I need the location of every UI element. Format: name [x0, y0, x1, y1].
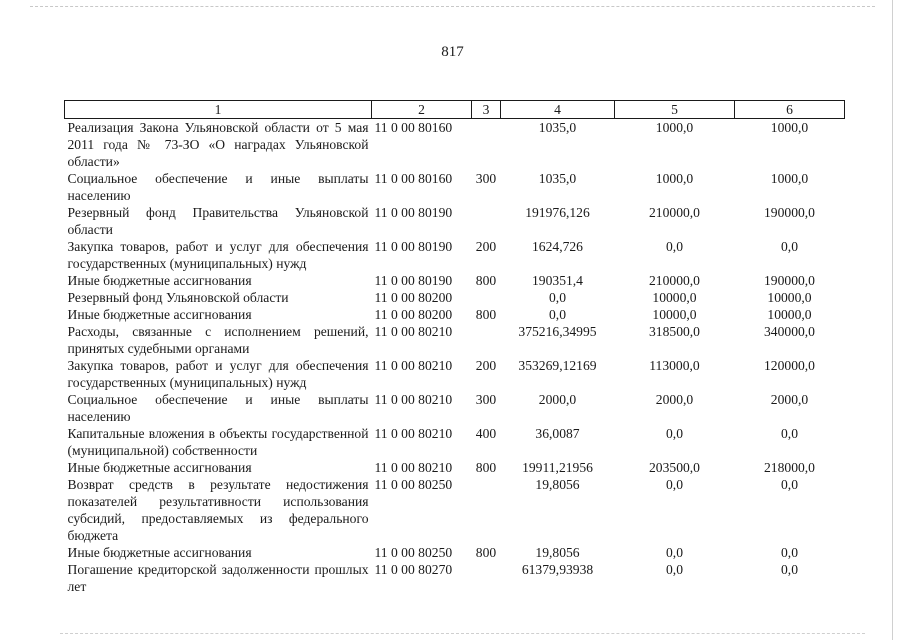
- row-value-col5: 1000,0: [655, 120, 694, 135]
- row-code: 11 0 00 80250: [374, 477, 453, 492]
- row-value-col4: 19911,21956: [522, 460, 593, 475]
- row-code: 11 0 00 80160: [374, 120, 453, 135]
- row-value-col4: 375216,34995: [518, 324, 597, 339]
- row-name: Закупка товаров, работ и услуг для обеспечения государственных (муниципальных) нужд: [67, 358, 369, 390]
- row-value-col5: 210000,0: [649, 273, 700, 288]
- row-code: 11 0 00 80200: [374, 307, 453, 322]
- row-value-col5: 1000,0: [655, 171, 694, 186]
- header-col-2: 2: [372, 101, 472, 119]
- scan-edge-right: [892, 0, 893, 640]
- row-name: Закупка товаров, работ и услуг для обеспечения государственных (муниципальных) нужд: [67, 239, 369, 271]
- header-row: [65, 101, 845, 119]
- row-name: Резервный фонд Правительства Ульяновской области: [67, 205, 369, 237]
- table-row: [65, 289, 845, 306]
- page-number: 817: [441, 44, 464, 60]
- table-row: [65, 561, 845, 595]
- row-value-col4: 0,0: [549, 307, 566, 322]
- row-value-col6: 10000,0: [767, 290, 812, 305]
- row-value-col4: 0,0: [549, 290, 566, 305]
- row-value-col5: 0,0: [666, 426, 683, 441]
- header-col-5: 5: [615, 101, 735, 119]
- row-expense-type: 300: [475, 171, 497, 186]
- row-value-col5: 210000,0: [649, 205, 700, 220]
- row-value-col6: 0,0: [781, 426, 798, 441]
- row-value-col5: 0,0: [666, 562, 683, 577]
- row-value-col4: 19,8056: [535, 477, 580, 492]
- row-code: 11 0 00 80270: [374, 562, 453, 577]
- row-value-col6: 0,0: [781, 477, 798, 492]
- row-code: 11 0 00 80190: [374, 205, 453, 220]
- row-code: 11 0 00 80210: [374, 392, 453, 407]
- header-col-4: 4: [501, 101, 615, 119]
- budget-table: [64, 100, 845, 595]
- row-value-col5: 10000,0: [652, 307, 697, 322]
- row-value-col5: 10000,0: [652, 290, 697, 305]
- row-value-col4: 19,8056: [535, 545, 580, 560]
- row-value-col5: 203500,0: [649, 460, 700, 475]
- row-value-col6: 190000,0: [764, 205, 815, 220]
- scan-edge-bottom: [60, 633, 865, 634]
- row-name: Иные бюджетные ассигнования: [67, 273, 252, 288]
- row-name: Погашение кредиторской задолженности прошлых лет: [67, 562, 369, 594]
- row-expense-type: 800: [475, 273, 497, 288]
- row-expense-type: 400: [475, 426, 497, 441]
- row-value-col4: 1035,0: [538, 120, 577, 135]
- row-name: Иные бюджетные ассигнования: [67, 460, 252, 475]
- table-row: [65, 204, 845, 238]
- table-row: [65, 119, 845, 171]
- row-value-col6: 120000,0: [764, 358, 815, 373]
- row-expense-type: 800: [475, 460, 497, 475]
- row-value-col6: 10000,0: [767, 307, 812, 322]
- row-code: 11 0 00 80210: [374, 324, 453, 339]
- row-value-col4: 191976,126: [525, 205, 590, 220]
- row-value-col6: 190000,0: [764, 273, 815, 288]
- row-code: 11 0 00 80200: [374, 290, 453, 305]
- table-row: [65, 306, 845, 323]
- row-code: 11 0 00 80190: [374, 239, 453, 254]
- row-value-col5: 2000,0: [655, 392, 694, 407]
- row-name: Возврат средств в результате недостижения показателей результативности использования субсидий, предоставляемых из федерального бюджета: [67, 477, 369, 543]
- table-row: [65, 170, 845, 204]
- row-value-col5: 0,0: [666, 477, 683, 492]
- row-name: Иные бюджетные ассигнования: [67, 307, 252, 322]
- row-expense-type: 200: [475, 239, 497, 254]
- row-value-col4: 1035,0: [538, 171, 577, 186]
- row-expense-type: [472, 476, 501, 544]
- row-name: Социальное обеспечение и иные выплаты населению: [67, 171, 369, 203]
- header-col-1: 1: [65, 101, 372, 119]
- row-value-col4: 61379,93938: [521, 562, 594, 577]
- header-col-6: 6: [735, 101, 845, 119]
- row-expense-type: 800: [475, 545, 497, 560]
- table-row: [65, 476, 845, 544]
- table-row: [65, 238, 845, 272]
- row-code: 11 0 00 80250: [374, 545, 453, 560]
- table-row: [65, 357, 845, 391]
- row-value-col5: 318500,0: [649, 324, 700, 339]
- scan-edge-top: [30, 6, 875, 7]
- row-value-col6: 0,0: [781, 562, 798, 577]
- row-expense-type: 800: [475, 307, 497, 322]
- row-name: Резервный фонд Ульяновской области: [67, 290, 289, 305]
- row-expense-type: 300: [475, 392, 497, 407]
- row-name: Социальное обеспечение и иные выплаты населению: [67, 392, 369, 424]
- header-col-3: 3: [472, 101, 501, 119]
- row-expense-type: [472, 204, 501, 238]
- row-value-col4: 2000,0: [538, 392, 577, 407]
- row-value-col6: 218000,0: [764, 460, 815, 475]
- row-value-col4: 190351,4: [532, 273, 583, 288]
- row-value-col5: 0,0: [666, 545, 683, 560]
- row-value-col4: 1624,726: [532, 239, 583, 254]
- row-code: 11 0 00 80210: [374, 358, 453, 373]
- row-expense-type: [472, 323, 501, 357]
- row-expense-type: 200: [475, 358, 497, 373]
- row-code: 11 0 00 80210: [374, 426, 453, 441]
- row-value-col4: 353269,12169: [518, 358, 597, 373]
- table-row: [65, 459, 845, 476]
- row-value-col6: 1000,0: [770, 171, 809, 186]
- table-row: [65, 272, 845, 289]
- row-name: Капитальные вложения в объекты государственной (муниципальной) собственности: [67, 426, 369, 458]
- row-value-col6: 2000,0: [770, 392, 809, 407]
- row-code: 11 0 00 80190: [374, 273, 453, 288]
- row-value-col4: 36,0087: [535, 426, 580, 441]
- row-expense-type: [472, 561, 501, 595]
- table-row: [65, 391, 845, 425]
- table-row: [65, 323, 845, 357]
- row-value-col5: 0,0: [666, 239, 683, 254]
- row-value-col5: 113000,0: [649, 358, 700, 373]
- row-code: 11 0 00 80210: [374, 460, 453, 475]
- row-value-col6: 1000,0: [770, 120, 809, 135]
- row-expense-type: [472, 289, 501, 306]
- row-value-col6: 0,0: [781, 545, 798, 560]
- table-row: [65, 544, 845, 561]
- row-value-col6: 0,0: [781, 239, 798, 254]
- row-name: Реализация Закона Ульяновской области от 5 мая 2011 года № 73-ЗО «О наградах Ульяновской области»: [67, 120, 369, 169]
- row-name: Расходы, связанные с исполнением решений, принятых судебными органами: [67, 324, 369, 356]
- row-code: 11 0 00 80160: [374, 171, 453, 186]
- row-expense-type: [472, 119, 501, 171]
- row-name: Иные бюджетные ассигнования: [67, 545, 252, 560]
- row-value-col6: 340000,0: [764, 324, 815, 339]
- table-row: [65, 425, 845, 459]
